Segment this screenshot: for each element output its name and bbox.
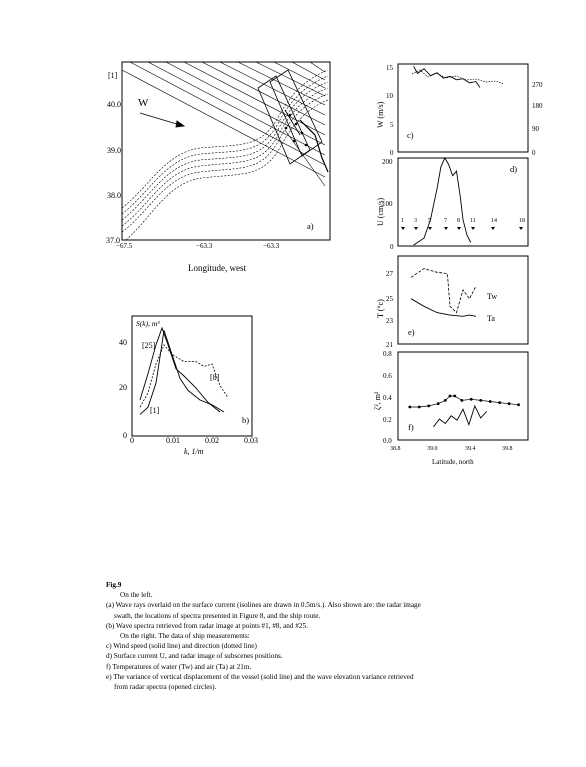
caption-line: On the left.	[120, 591, 153, 600]
panel-a-point-label: [1]	[108, 71, 118, 80]
panel-f-x-axis-label: Latitude, north	[432, 458, 474, 466]
panel-a-x-axis-label: Longitude, west	[188, 263, 246, 273]
subscene-label: 1	[401, 218, 404, 224]
curve-label-1: [1]	[150, 406, 160, 415]
panel-a-tick-y-39: 39.0	[107, 146, 121, 155]
caption-line: d) Surface current U, and radar image of subscenes positions.	[106, 652, 283, 661]
panel-c-tick-right-270: 270	[532, 81, 543, 89]
panel-c-tick-left-15: 15	[386, 64, 393, 72]
curve-label-8: [8]	[210, 373, 220, 382]
data-point	[460, 399, 463, 402]
series-label-ta: Ta	[487, 314, 495, 323]
panel-f-tick-y-0.6: 0.6	[383, 372, 392, 380]
panel-f	[373, 350, 528, 466]
panel-a	[106, 62, 330, 273]
data-point	[437, 402, 440, 405]
panel-f-tick-x-3: 39.8	[502, 446, 513, 452]
panel-c-frame	[398, 64, 528, 152]
panel-e-tick-y-25: 25	[386, 295, 393, 303]
panel-e-series	[411, 269, 476, 317]
panel-f-tick-y-0.4: 0.4	[383, 394, 392, 402]
panel-d	[376, 158, 528, 251]
panel-d-tick-y-200: 200	[382, 158, 393, 166]
panel-e-tick-y-21: 21	[386, 341, 393, 349]
panel-e-frame	[398, 256, 528, 344]
panel-a-tick-x-2: −63.3	[263, 242, 280, 250]
panel-f-tick-x-2: 39.4	[465, 446, 476, 452]
subscene-label: 14	[491, 218, 497, 224]
caption-line: On the right. The data of ship measurements:	[120, 632, 250, 641]
panel-b-tick-x-0: 0	[130, 436, 134, 445]
panel-c	[376, 64, 543, 157]
panel-c-tick-left-0: 0	[390, 149, 394, 157]
data-point	[517, 403, 520, 406]
subscene-label: 18	[519, 218, 525, 224]
panel-e-tag: e)	[408, 327, 415, 337]
series-line	[411, 269, 476, 313]
data-point	[408, 406, 411, 409]
panel-a-tag: a)	[307, 221, 314, 231]
panel-f-y-axis-label: ζ², m²	[373, 391, 382, 410]
caption-line: (b) Wave spectra retrieved from radar image at points #1, #8, and #25.	[106, 621, 308, 630]
panel-d-frame	[398, 158, 528, 246]
panel-b-tick-x-3: 0.03	[244, 436, 258, 445]
panel-c-y-axis-label: W (m/s)	[376, 101, 385, 128]
panel-c-tag: c)	[407, 130, 414, 140]
data-point	[418, 406, 421, 409]
panel-b-tick-x-1: 0.01	[166, 436, 180, 445]
caption-line: c) Wind speed (solid line) and direction (dotted line)	[106, 642, 257, 651]
panel-b-x-axis-label: k, 1/m	[184, 447, 204, 456]
panel-f-tick-y-0.2: 0.2	[383, 416, 392, 424]
panel-a-tick-x-0: −67.5	[116, 242, 133, 250]
panel-b	[119, 316, 258, 456]
panel-d-tag: d)	[510, 164, 518, 174]
panel-b-frame	[132, 316, 252, 436]
data-point	[508, 402, 511, 405]
panel-e-tick-y-23: 23	[386, 317, 393, 325]
panel-b-y-axis-label: S(k), m³	[136, 319, 160, 328]
panel-a-tick-y-37: 37.0	[106, 236, 120, 245]
panel-d-tick-y-0: 0	[390, 243, 394, 251]
data-point	[470, 398, 473, 401]
panel-b-tick-y-20: 20	[119, 383, 127, 392]
caption-line: swath, the locations of spectra presented in Figure 8, and the ship route.	[114, 611, 321, 620]
panel-f-tick-x-0: 38.8	[390, 446, 401, 452]
subscene-label: 7	[444, 218, 447, 224]
panel-a-tick-y-38: 38.0	[107, 191, 121, 200]
panel-d-series	[414, 158, 471, 245]
series-line	[434, 406, 487, 427]
panel-b-tick-x-2: 0.02	[205, 436, 219, 445]
figure-caption	[106, 580, 536, 692]
data-point	[489, 400, 492, 403]
series-line	[411, 299, 476, 317]
panel-f-series	[408, 395, 520, 427]
panel-f-tag: f)	[408, 422, 414, 432]
curve-label-25: [25]	[142, 341, 156, 350]
data-point	[479, 399, 482, 402]
data-point	[444, 399, 447, 402]
panel-a-tick-y-40: 40.0	[107, 100, 121, 109]
panel-e-tick-y-27: 27	[386, 270, 393, 278]
subscene-label: 5	[428, 218, 431, 224]
wind-direction-line	[412, 70, 504, 84]
current-isolines	[122, 70, 328, 240]
figure-label: Fig.9	[106, 581, 122, 589]
panel-b-tick-y-0: 0	[123, 431, 127, 440]
wind-arrow-icon	[140, 113, 184, 127]
wave-rays	[122, 62, 325, 186]
panel-f-tick-x-1: 39.0	[427, 446, 438, 452]
panel-a-tick-x-1: −63.3	[196, 242, 213, 250]
panel-f-tick-y-0.8: 0.8	[383, 350, 392, 358]
panel-c-tick-right-0: 0	[532, 149, 536, 157]
subscene-label: 8	[457, 218, 460, 224]
subscene-markers	[401, 227, 523, 230]
data-point	[453, 395, 456, 398]
series-label-tw: Tw	[487, 292, 498, 301]
data-point	[427, 405, 430, 408]
panel-f-frame	[398, 352, 528, 440]
panel-c-tick-left-5: 5	[390, 121, 394, 129]
panel-c-series	[414, 66, 480, 87]
caption-line: f) Temperatures of water (Tw) and air (Ta) at 21m.	[106, 662, 252, 671]
subscene-label: 11	[470, 218, 476, 224]
subscene-label: 3	[414, 218, 417, 224]
wind-label: W	[138, 97, 149, 109]
data-point	[449, 395, 452, 398]
panel-d-y-axis-label: U (cm/s)	[376, 197, 385, 226]
series-line	[410, 396, 519, 407]
panel-e-y-axis-label: T (°c)	[376, 299, 385, 318]
panel-e	[376, 256, 528, 349]
caption-line: e) The variance of vertical displacement of the vessel (solid line) and the wave elevation variance retrieved	[106, 672, 414, 681]
panel-d-tick-y-100: 100	[382, 200, 393, 208]
panel-f-tick-y-0.0: 0.0	[383, 437, 392, 445]
caption-line: (a) Wave rays overlaid on the surface current (isolines are drawn in 0.5m/s.). Also shown are: the radar image	[106, 601, 421, 610]
data-point	[498, 401, 501, 404]
series-line	[414, 158, 471, 245]
panel-c-tick-left-10: 10	[386, 92, 393, 100]
panel-c-tick-right-180: 180	[532, 102, 543, 110]
caption-line: from radar spectra (opened circles).	[114, 683, 217, 692]
panel-b-tick-y-40: 40	[119, 338, 127, 347]
panel-b-tag: b)	[242, 415, 250, 425]
panel-c-tick-right-90: 90	[532, 125, 539, 133]
series-line	[414, 66, 480, 87]
